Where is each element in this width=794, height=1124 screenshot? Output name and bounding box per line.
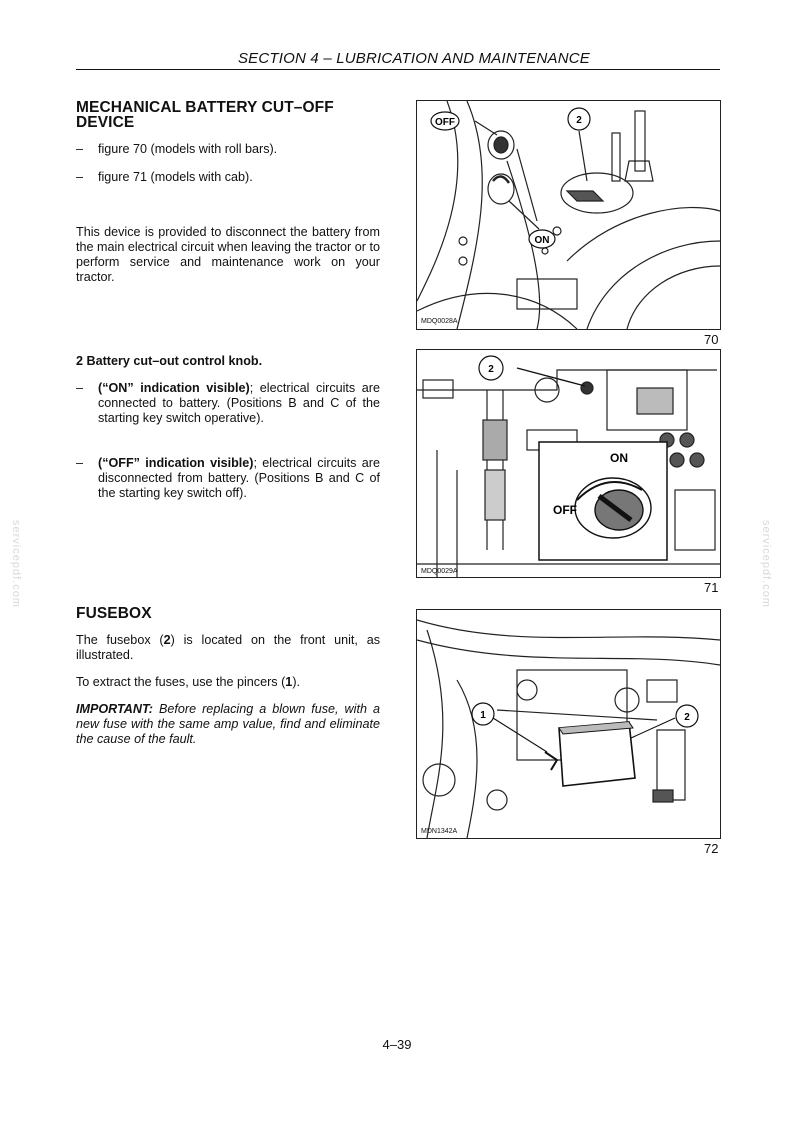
battery-section: [76, 100, 380, 285]
figure-number: 71: [704, 580, 719, 595]
list-item-text: figure 71 (models with cab).: [98, 170, 253, 184]
list-item: [76, 381, 380, 426]
label-2: 2: [576, 115, 582, 126]
watermark-left: servicepdf.com: [10, 520, 22, 608]
battery-description: This device is provided to disconnect the battery from the main electrical circuit when leaving the tractor or to perform service and maintenance work on your tractor.: [76, 225, 380, 284]
on-indication: (“ON” indication visible): [98, 381, 250, 395]
figure-code: MDQ0028A: [421, 318, 458, 325]
list-item: [76, 170, 380, 185]
list-item: [76, 456, 380, 501]
dash: –: [76, 170, 84, 184]
figure-70: [416, 100, 721, 330]
label-off: OFF: [553, 503, 577, 517]
dash: –: [76, 381, 84, 395]
list-item: [76, 142, 380, 157]
figure-code: MDN1342A: [421, 828, 458, 835]
figure-72: [416, 609, 721, 839]
list-item-text: figure 70 (models with roll bars).: [98, 142, 278, 156]
fusebox-heading: FUSEBOX: [76, 605, 152, 622]
off-text: ; electrical circuits are disconnected from battery. (Positions B and C of the starting key switch off).: [98, 456, 380, 500]
figure-71: [416, 349, 721, 578]
fusebox-paragraph-2: To extract the fuses, use the pincers (1).: [76, 675, 301, 689]
page-header: [76, 50, 720, 70]
fusebox-section: [76, 606, 380, 747]
figure-71-illustration: [417, 350, 720, 577]
section-title: SECTION 4 – LUBRICATION AND MAINTENANCE: [237, 50, 590, 67]
label-on: ON: [534, 235, 550, 246]
important-label: IMPORTANT:: [76, 702, 153, 716]
important-text: Before replacing a blown fuse, with a new fuse with the same amp value, find and eliminate the cause of the fault.: [76, 702, 380, 746]
dash: –: [76, 142, 84, 156]
knob-title: 2 Battery cut–out control knob.: [76, 354, 263, 368]
figure-72-illustration: [417, 610, 720, 838]
label-1: 1: [480, 710, 486, 721]
label-2: 2: [488, 364, 494, 375]
page-number: 4–39: [382, 1037, 412, 1052]
knob-section: [76, 354, 380, 501]
watermark-right: servicepdf.com: [760, 520, 772, 608]
label-2: 2: [684, 712, 690, 723]
label-on: ON: [610, 451, 628, 465]
label-off: OFF: [435, 117, 455, 128]
header-rule: [76, 69, 720, 70]
figure-number: 70: [704, 332, 719, 347]
dash: –: [76, 456, 84, 470]
on-text: ; electrical circuits are connected to battery. (Positions B and C of the starting key switch operative).: [98, 381, 381, 425]
figure-number: 72: [704, 841, 719, 856]
battery-heading: MECHANICAL BATTERY CUT–OFF DEVICE: [76, 99, 334, 131]
figure-code: MDQ0029A: [421, 568, 458, 575]
fusebox-paragraph-1: The fusebox (2) is located on the front unit, as illustrated.: [76, 633, 380, 662]
figure-70-illustration: [417, 101, 720, 329]
off-indication: (“OFF” indication visible): [98, 456, 254, 470]
important-note: [76, 702, 380, 747]
